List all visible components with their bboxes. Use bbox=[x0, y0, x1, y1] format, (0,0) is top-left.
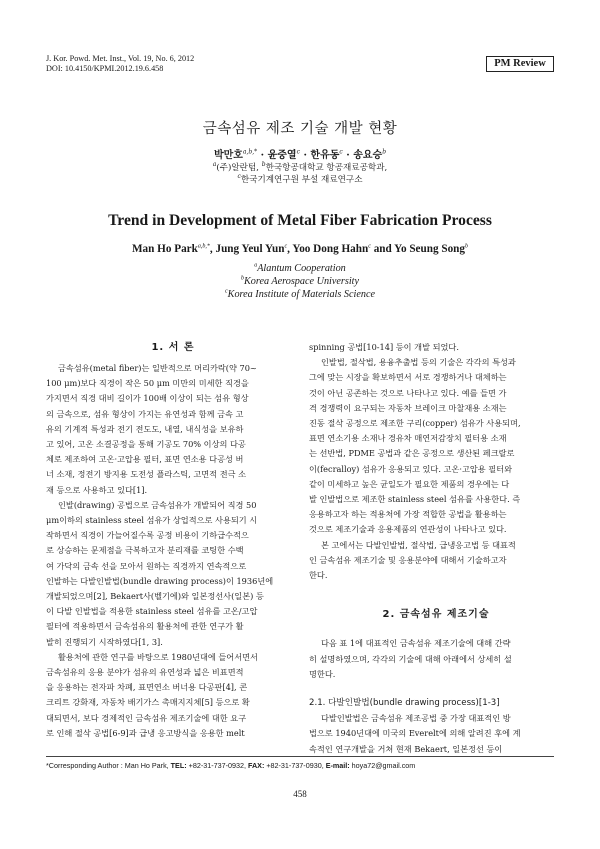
paragraph bbox=[309, 340, 563, 355]
section-heading-fabrication: 2. 금속섬유 제조기술 bbox=[382, 609, 490, 621]
korean-affiliation-1 bbox=[0, 163, 600, 174]
author-name: 윤중열 bbox=[267, 150, 297, 161]
english-affiliation bbox=[0, 263, 600, 275]
text-line: 는 선반법, PDME 공법과 같은 공정으로 생산된 페크랄로 bbox=[309, 448, 515, 459]
author-name: Yo Seung Song bbox=[394, 243, 465, 255]
author-sup: b bbox=[382, 148, 387, 156]
affil-text: Korea Institute of Materials Science bbox=[227, 289, 375, 300]
text-line: 을 응용하는 전자파 차폐, 표면연소 버너용 다공판[4], 콘 bbox=[46, 682, 248, 693]
text-line: 크리트 강화재, 자동차 배기가스 촉매지지체[5] 등으로 확 bbox=[46, 697, 250, 708]
affil-sup: b bbox=[261, 161, 266, 169]
affil-sup: a bbox=[254, 262, 258, 269]
text-line: 명한다. bbox=[309, 668, 336, 679]
subsection-heading: 2.1. 다발인발법(bundle drawing process)[1-3] bbox=[309, 698, 500, 709]
journal-header bbox=[46, 54, 194, 74]
text-line: 히 설명하였으며, 각각의 기술에 대해 아래에서 상세히 설 bbox=[309, 653, 512, 664]
text-line: 유의 기계적 특성과 전기 전도도, 내열, 내식성을 보유하 bbox=[46, 423, 244, 434]
english-affiliation bbox=[0, 276, 600, 288]
text-line: 작하면서 직경이 가늘어질수록 공정 비용이 기하급수적으 bbox=[46, 530, 249, 541]
tel-label: TEL: bbox=[170, 761, 189, 770]
section-heading-introduction: 1. 서 론 bbox=[151, 342, 195, 353]
text-line: 이 다발 인발법을 적용한 stainless steel 섬유를 고온/고압 bbox=[46, 606, 258, 617]
english-affiliation bbox=[0, 289, 600, 301]
author-sup: a,b,* bbox=[242, 148, 258, 156]
author-sup: a,b,* bbox=[197, 243, 210, 250]
text-line: 것으로 제조기술과 응용제품의 연관성이 나타나고 있다. bbox=[309, 524, 507, 535]
paragraph bbox=[309, 355, 563, 537]
english-title: Trend in Development of Metal Fiber Fabrication Process bbox=[108, 212, 492, 229]
left-column bbox=[46, 340, 300, 741]
text-line: 발 인발법으로 제조한 stainless steel 섬유를 사용한다. 즉 bbox=[309, 494, 521, 505]
text-line: 다음 표 1에 대표적인 금속섬유 제조기술에 대해 간략 bbox=[321, 638, 511, 649]
author-separator: · bbox=[257, 150, 268, 161]
affil-sup: b bbox=[240, 275, 244, 282]
author-sup: c bbox=[339, 148, 343, 156]
paragraph bbox=[309, 538, 563, 584]
fax-number: +82-31-737-0930, bbox=[266, 761, 326, 770]
affil-text: Korea Aerospace University bbox=[243, 276, 360, 287]
text-line: spinning 공법[10-14] 등이 개발 되었다. bbox=[309, 342, 459, 352]
text-line: 표면 연소기용 소재나 경유차 매연저감장치 필터용 소재 bbox=[309, 433, 507, 444]
text-line: 인발(drawing) 공법으로 금속섬유가 개발되어 직경 50 bbox=[58, 499, 257, 510]
author-sup: c bbox=[296, 148, 300, 156]
text-line: 대되면서, 보다 경제적인 금속섬유 제조기술에 대한 요구 bbox=[46, 712, 247, 723]
text-line: 개발되었으며[2], Bekaert사(벨기에)와 일본정선사(일본) 등 bbox=[46, 591, 264, 602]
text-line: 금속섬유(metal fiber)는 일반적으로 머리카락(약 70~ bbox=[58, 363, 257, 373]
text-line: 가지면서 직경 대비 길이가 100배 이상이 되는 섬유 형상 bbox=[46, 393, 249, 404]
page-number: 458 bbox=[293, 789, 307, 799]
author-name: 박만호 bbox=[213, 150, 243, 161]
author-name: Man Ho Park bbox=[131, 243, 198, 255]
author-name: 송요승 bbox=[353, 150, 383, 161]
text-line: 격 경쟁력이 요구되는 자동차 브레이크 마찰재용 소재는 bbox=[309, 402, 507, 413]
right-column bbox=[309, 340, 563, 757]
text-line: 이(fecralloy) 섬유가 응용되고 있다. 고온·고압용 필터와 bbox=[309, 463, 513, 474]
footnote-author: Man Ho Park, bbox=[124, 761, 171, 770]
text-line: μm이하의 stainless steel 섬유가 상업적으로 사용되기 시 bbox=[46, 515, 258, 526]
fax-label: FAX: bbox=[247, 761, 267, 770]
affil-sup: c bbox=[225, 288, 228, 295]
author-separator: and bbox=[370, 243, 395, 255]
author-separator: · bbox=[299, 150, 311, 161]
text-line: 금속섬유의 응용 분야가 섬유의 유연성과 넓은 비표면적 bbox=[46, 667, 244, 678]
english-authors bbox=[0, 243, 600, 255]
author-name: Yoo Dong Hahn bbox=[292, 243, 369, 255]
paragraph bbox=[309, 711, 563, 757]
text-line: 법으로 1940년대에 미국의 Everelt에 의해 알려진 후에 계 bbox=[309, 728, 521, 739]
affil-text: 한국기계연구원 부설 재료연구소 bbox=[240, 175, 363, 185]
text-line: 것이 아닌 공존하는 것으로 나타나고 있다. 예를 들면 가 bbox=[309, 387, 507, 398]
text-line: 본 고에서는 다발인발법, 절삭법, 급냉응고법 등 대표적 bbox=[321, 539, 516, 550]
text-line: 인 금속섬유 제조기술 및 응용분야에 대해서 기술하고자 bbox=[309, 554, 507, 565]
affil-text: (주)알란텀, bbox=[216, 163, 262, 173]
author-sup: b bbox=[465, 243, 468, 250]
tel-number: +82-31-737-0932, bbox=[188, 761, 248, 770]
email-address: hoya72@gmail.com bbox=[351, 761, 416, 770]
affil-sup: c bbox=[237, 173, 241, 181]
affil-text: Alantum Cooperation bbox=[257, 263, 346, 274]
text-line: 필터에 적용하면서 금속섬유의 활용처에 관한 연구가 활 bbox=[46, 621, 244, 632]
text-line: 로 인해 절삭 공법[6-9]과 급냉 응고방식을 응용한 melt bbox=[46, 727, 245, 738]
text-line: 인발하는 다발인발법(bundle drawing process)이 1936년에 bbox=[46, 575, 274, 586]
text-line: 활용처에 관한 연구를 바탕으로 1980년대에 들어서면서 bbox=[58, 651, 258, 662]
doi: DOI: 10.4150/KPMI.2012.19.6.458 bbox=[46, 64, 164, 73]
paragraph bbox=[46, 498, 300, 650]
text-line: 그에 맞는 시장을 확보하면서 서로 경쟁하거나 대체하는 bbox=[309, 372, 507, 383]
affil-text: 한국항공대학교 항공재료공학과, bbox=[265, 163, 388, 173]
text-line: 재 등으로 사용하고 있다[1]. bbox=[46, 484, 148, 495]
author-name: 한유동 bbox=[310, 150, 340, 161]
text-line: 한다. bbox=[309, 570, 328, 581]
text-line: 체로 제조하여 고온·고압용 필터, 표면 연소용 다공성 버 bbox=[46, 454, 244, 465]
corresponding-author-footnote bbox=[46, 761, 415, 770]
korean-authors bbox=[0, 146, 600, 161]
footnote-label: *Corresponding Author : bbox=[46, 761, 125, 770]
author-name: Jung Yeul Yun bbox=[215, 243, 285, 255]
author-sup: c bbox=[284, 243, 288, 250]
text-line: 로 상승하는 문제점을 극복하고자 분리재를 코팅한 수백 bbox=[46, 545, 244, 556]
text-line: 같이 미세하고 높은 균일도가 필요한 제품의 경우에는 다 bbox=[309, 478, 510, 489]
paragraph bbox=[46, 361, 300, 498]
korean-title: 금속섬유 제조 기술 개발 현황 bbox=[202, 121, 398, 137]
author-separator: · bbox=[342, 150, 354, 161]
text-line: 너 소재, 정전기 방지용 도전성 플라스틱, 고면적 전극 소 bbox=[46, 469, 247, 480]
email-label: E-mail: bbox=[325, 761, 352, 770]
text-line: 발히 진행되기 시작하였다[1, 3]. bbox=[46, 636, 163, 647]
paragraph bbox=[46, 650, 300, 741]
text-line: 진동 절삭 공정으로 제조한 구리(copper) 섬유가 사용되며, bbox=[309, 418, 521, 429]
text-line: 속적인 연구개발을 거쳐 현재 Bekaert, 일본정선 등이 bbox=[309, 743, 503, 754]
paragraph bbox=[309, 636, 563, 682]
text-line: 의 금속으로, 섬유 형상이 가지는 유연성과 함께 금속 고 bbox=[46, 408, 244, 419]
text-line: 여 가닥의 금속 선을 모아서 원하는 직경까지 연속적으로 bbox=[46, 560, 247, 571]
text-line: 인발법, 절삭법, 용융추출법 등의 기술은 각각의 특성과 bbox=[321, 357, 516, 368]
text-line: 응용하고자 하는 적용처에 가장 적합한 공법을 활용하는 bbox=[309, 509, 507, 520]
affil-sup: a bbox=[212, 161, 217, 169]
author-sup: c bbox=[368, 243, 371, 250]
journal-citation: J. Kor. Powd. Met. Inst., Vol. 19, No. 6, 2012 bbox=[46, 54, 195, 63]
korean-affiliation-2 bbox=[0, 175, 600, 186]
text-line: 100 μm)보다 직경이 작은 50 μm 미만의 미세한 직경을 bbox=[46, 378, 249, 389]
review-label: PM Review bbox=[486, 56, 554, 72]
text-line: 다발인발법은 금속섬유 제조공법 중 가장 대표적인 방 bbox=[321, 713, 511, 724]
author-separator: , bbox=[287, 243, 293, 255]
footnote-rule bbox=[46, 756, 554, 757]
author-separator: , bbox=[209, 243, 216, 255]
text-line: 고 있어, 고온 소결공정을 통해 기공도 70% 이상의 다공 bbox=[46, 439, 246, 450]
